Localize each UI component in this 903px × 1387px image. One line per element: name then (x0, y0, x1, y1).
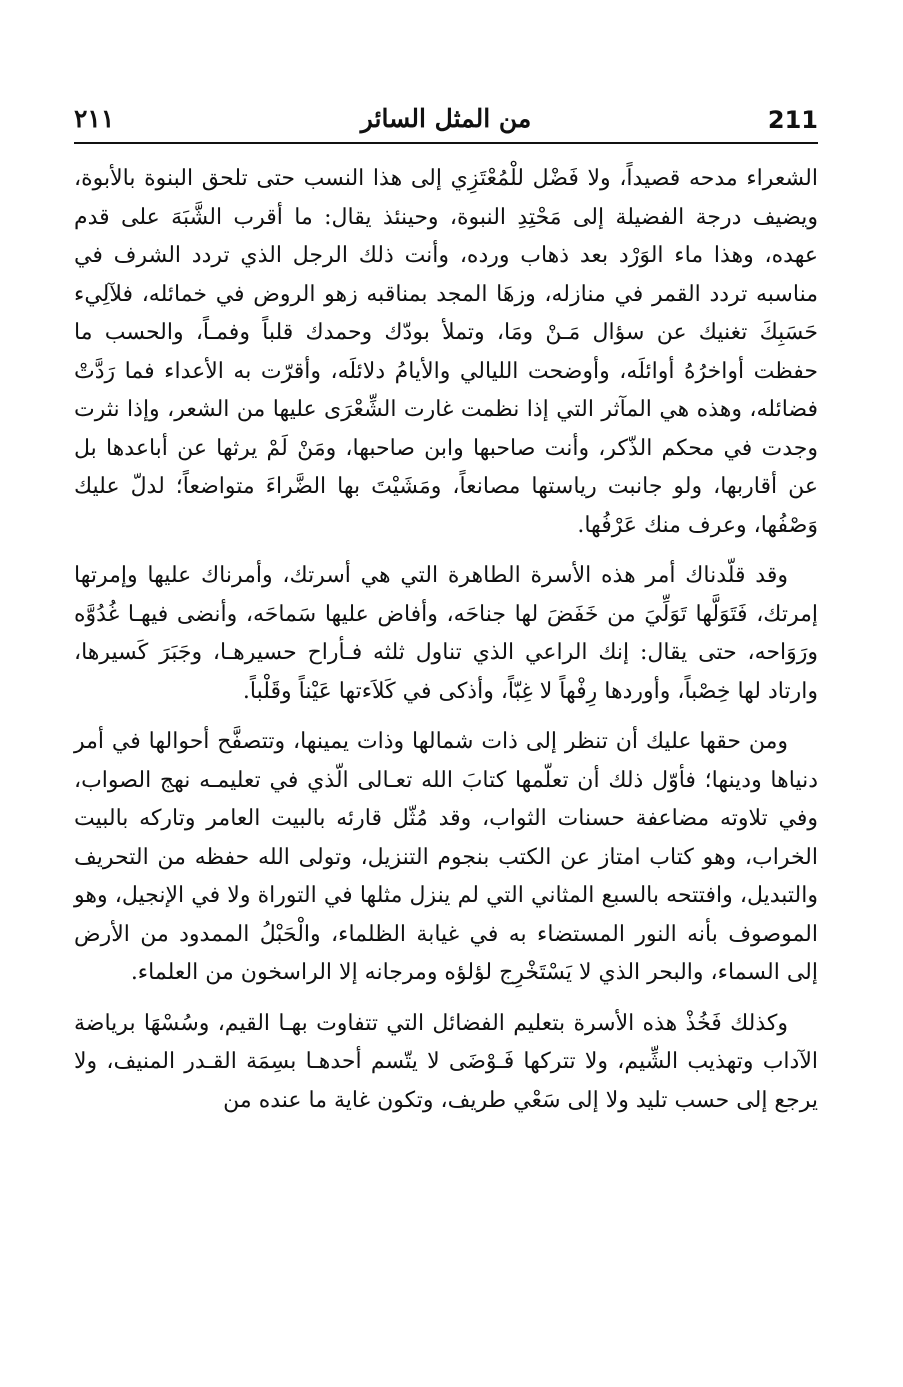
page-body (74, 160, 818, 1120)
paragraph-1: الشعراء مدحه قصيداً، ولا فَضْل للْمُعْتَزِي إلى هذا النسب حتى تلحق البنوة بالأبوة، ويضيف درجة الفضيلة إلى مَحْتِدِ النبوة، وحينئذ يقال: ما أقرب الشَّبَهَ على قدم عهده، وهذا ماء الوَرْد بعد ذهاب ورده، وأنت ذلك الرجل الذي تردد الشرف في مناسبه تردد القمر في منازله، وزهَا المجد بمناقبه زهو الروض في خمائله، فلآلِيء حَسَبِكَ تغنيك عن سؤال مَـنْ ومَا، وتملأ بودّك وحمدك قلباً وفمـاً، والحسب ما حفظت أواخرُهُ أوائلَه، وأوضحت الليالي والأيامُ دلائلَه، وأقرّت به الأعداء فما رَدَّتْ فضائله، وهذه هي المآثر التي إذا نظمت غارت الشِّعْرَى عليها من الشعر، وإذا نثرت وجدت في محكم الذّكر، وأنت صاحبها وابن صاحبها، ومَنْ لَمْ يرثها عن أباعدها بل عن أقاربها، ولو جانبت رياستها مصانعاً، ومَشَيْتَ بها الضَّراءَ متواضعاً؛ لدلّ عليك وَصْفُها، وعرف منك عَرْفُها. (74, 166, 818, 538)
page-header (74, 102, 818, 144)
paragraph-4: وكذلك فَخُذْ هذه الأسرة بتعليم الفضائل التي تتفاوت بهـا القيم، وسُسْهَا برياضة الآداب وتهذيب الشِّيم، ولا تتركها فَـوْضَى لا يتّسم أحدهـا بسِمَة القـدر المنيف، ولا يرجع إلى حسب تليد ولا إلى سَعْي طريف، وتكون غاية ما عنده من (74, 1010, 818, 1113)
paragraph-3: ومن حقها عليك أن تنظر إلى ذات شمالها وذات يمينها، وتتصفَّح أحوالها في أمر دنياها ودينها؛ فأوّل ذلك أن تعلّمها كتابَ الله تعـالى الّذي في تعليمـه نهج الصواب، وفي تلاوته مضاعفة حسنات الثواب، وقد مُثّل قارئه بالبيت العامر وتاركه بالبيت الخراب، وهو كتاب امتاز عن الكتب بنجوم التنزيل، وتولى الله حفظه من التحريف والتبديل، وافتتحه بالسبع المثاني التي لم ينزل مثلها في التوراة ولا في الإنجيل، وهو الموصوف بأنه النور المستضاء به في غيابة الظلماء، والْحَبْلُ الممدود من الأرض إلى السماء، والبحر الذي لا يَسْتَخْرِج لؤلؤه ومرجانه إلا الراسخون من العلماء. (74, 729, 818, 985)
running-title: من المثل السائر (360, 104, 532, 133)
page-number-latin: 211 (767, 106, 818, 134)
page-number-arabic: ٢١١ (74, 104, 115, 133)
paragraph-2: وقد قلّدناك أمر هذه الأسرة الطاهرة التي هي أسرتك، وأمرناك عليها وإمرتها إمرتك، فَتَوَلَّها تَوَلِّيَ من خَفَضَ لها جناحَه، وأفاض عليها سَماحَه، وأنضى فيهـا غُدُوَّه ورَوَاحه، حتى يقال: إنك الراعي الذي تناول ثلثه فـأراح حسيرهـا، وجَبَرَ كَسيرها، وارتاد لها خِصْباً، وأوردها رِفْهاً لا غِبّاً، وأذكى في كَلاَءتها عَيْناً وقَلْباً. (74, 563, 818, 704)
